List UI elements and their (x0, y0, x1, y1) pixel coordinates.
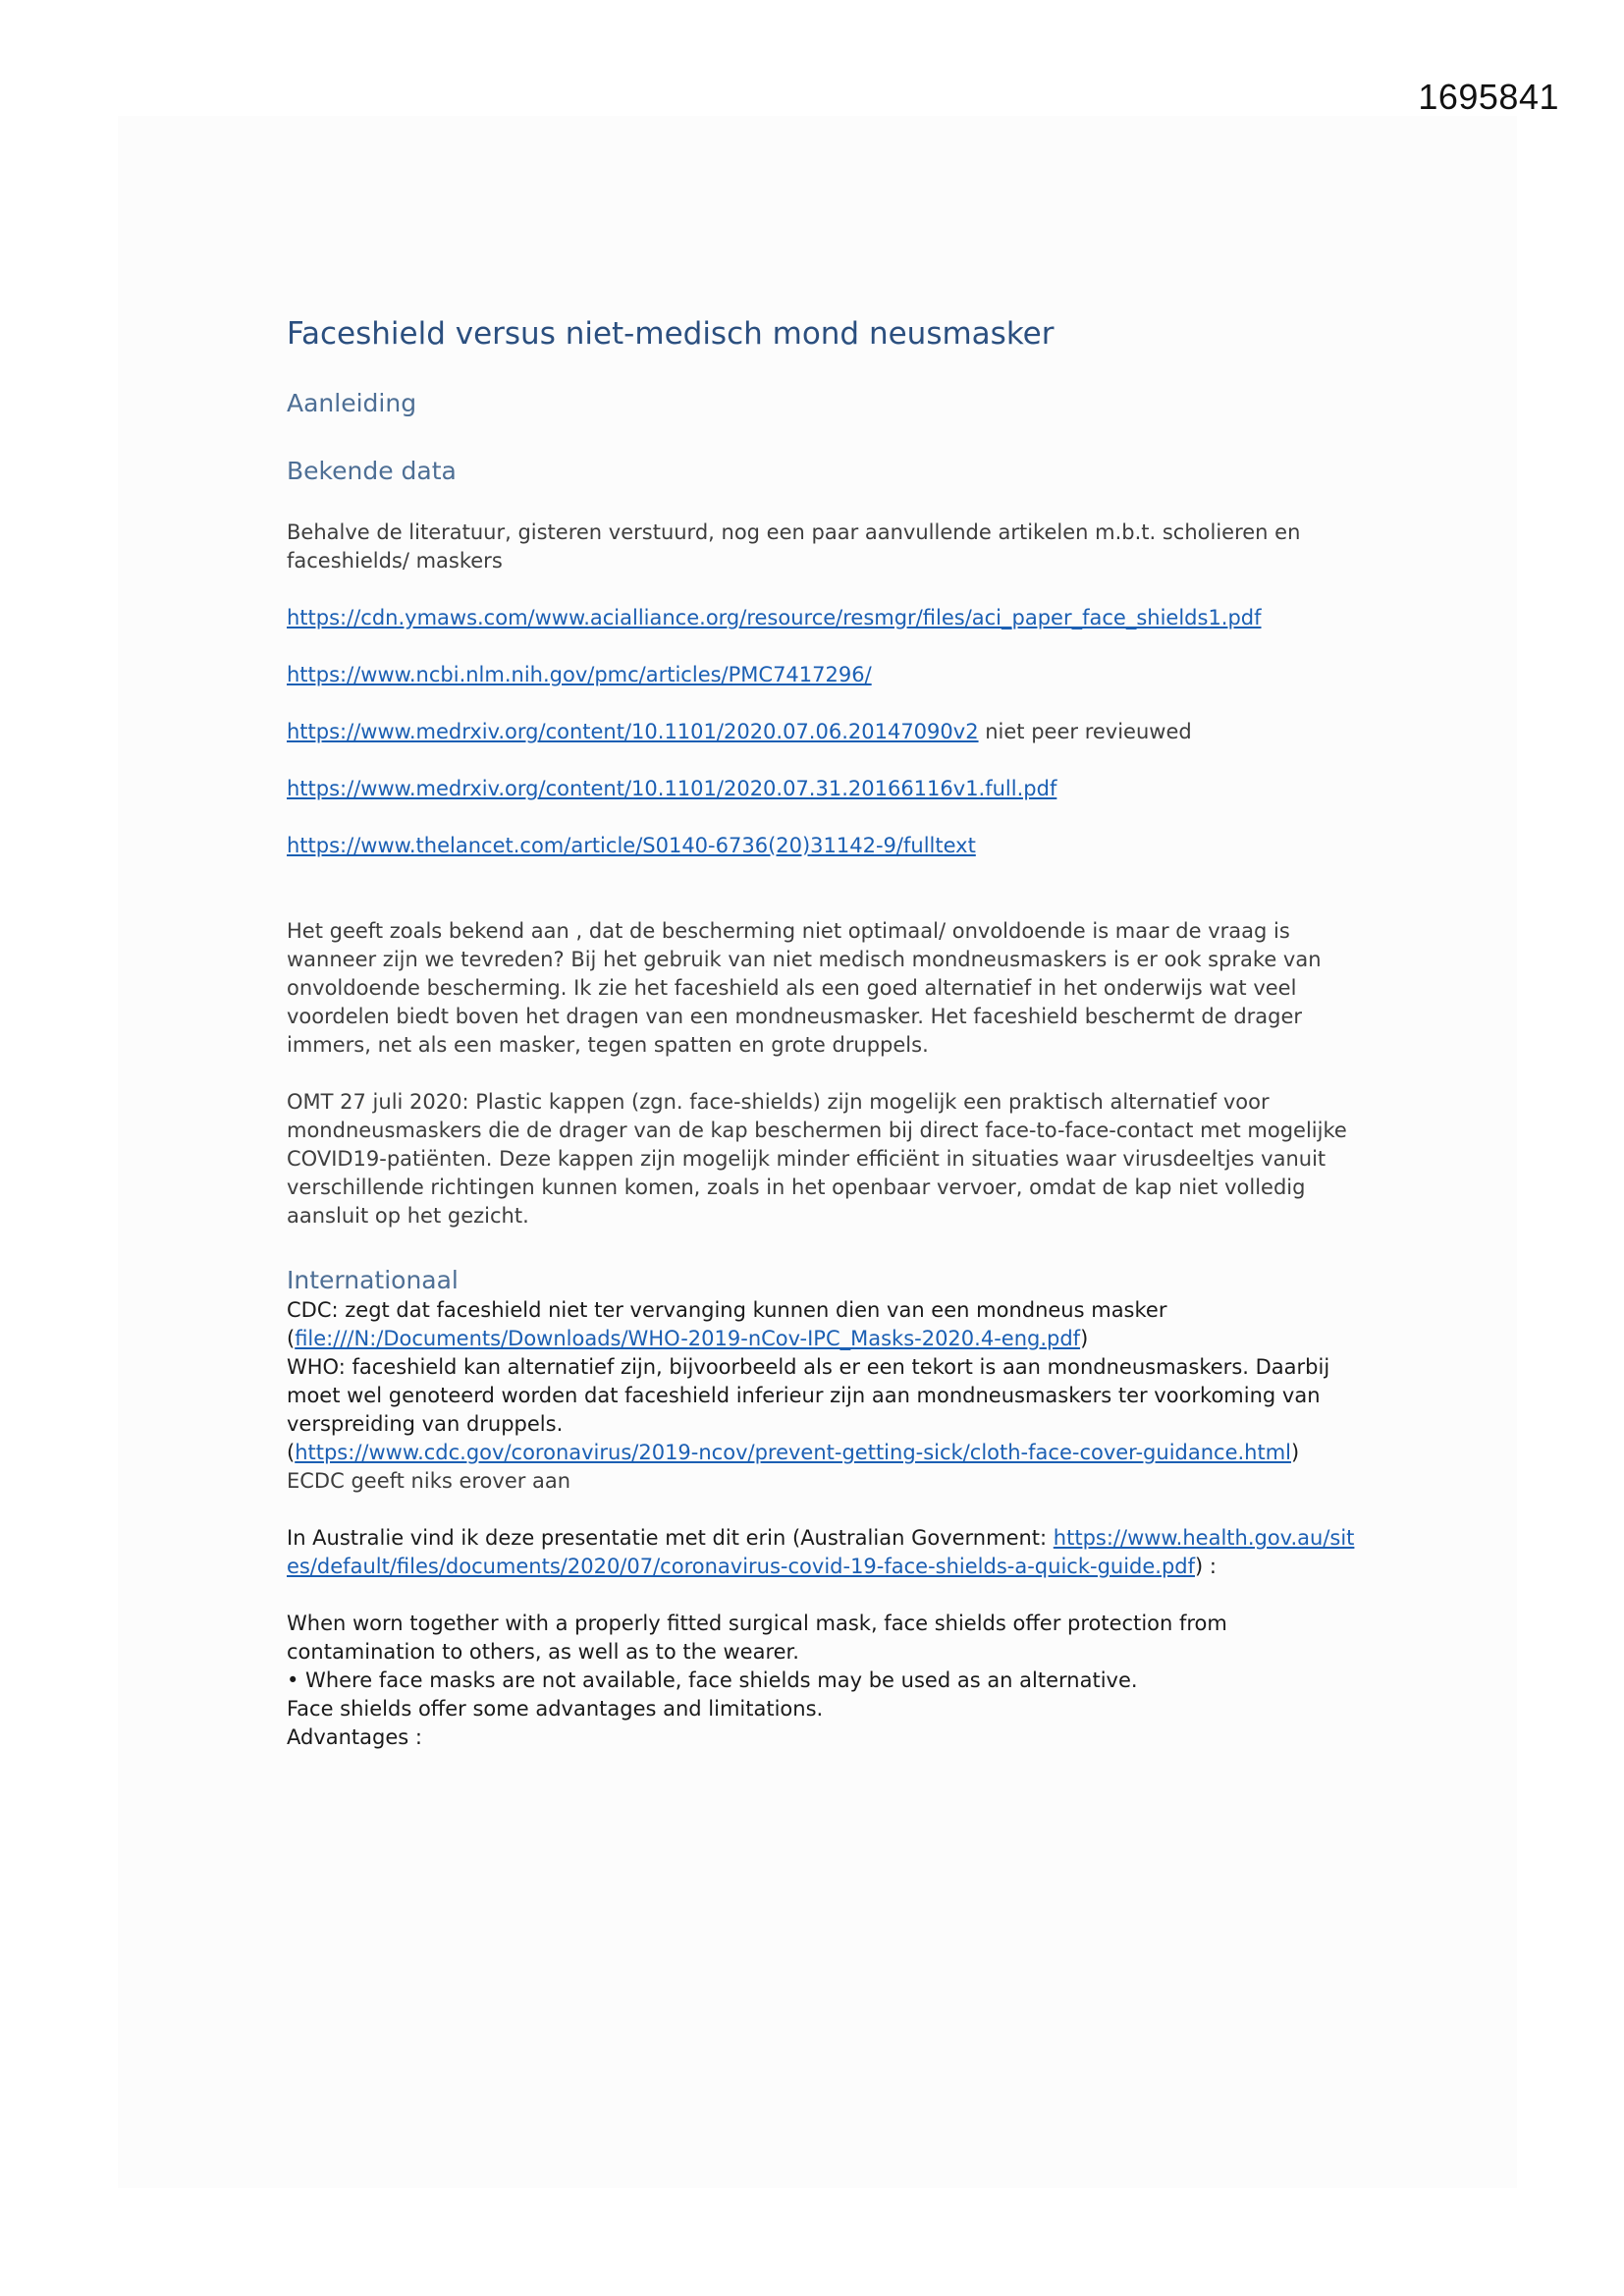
heading-bekende-data: Bekende data (287, 457, 457, 485)
heading-aanleiding: Aanleiding (287, 389, 417, 417)
heading-internationaal: Internationaal (287, 1266, 459, 1294)
reference-link-2-row (287, 661, 1367, 689)
english-line-protection: When worn together with a properly fitted surgical mask, face shields offer protection from contamination to others, as well as to the wearer. (287, 1612, 1227, 1664)
document-title: Faceshield versus niet-medisch mond neusmasker (287, 316, 1055, 352)
who-text: WHO: faceshield kan alternatief zijn, bijvoorbeeld als er een tekort is aan mondneusmaskers. Daarbij moet wel genoteerd worden dat faceshield inferieur zijn aan mondneusmaskers ter voorkoming van verspreiding van druppels. (287, 1355, 1330, 1436)
document-content (287, 316, 1367, 1780)
document-number: 1695841 (1418, 77, 1559, 117)
english-quote-paragraph (287, 1610, 1367, 1752)
reference-link-4-row (287, 775, 1367, 803)
english-line-advantages: Advantages : (287, 1725, 422, 1749)
english-bullet-alternative: • Where face masks are not available, face shields may be used as an alternative. (287, 1668, 1138, 1692)
reference-link-3-row (287, 718, 1367, 746)
who-link-row: (https://www.cdc.gov/coronavirus/2019-ncov/prevent-getting-sick/cloth-face-cover-guidance.html) (287, 1441, 1300, 1464)
australia-paragraph (287, 1524, 1367, 1581)
reference-link-1-row (287, 604, 1367, 632)
australia-suffix: ) : (1195, 1555, 1217, 1578)
reference-link-3[interactable]: https://www.medrxiv.org/content/10.1101/2020.07.06.20147090v2 (287, 720, 979, 743)
cdc-link-row: (file:///N:/Documents/Downloads/WHO-2019-nCov-IPC_Masks-2020.4-eng.pdf) (287, 1327, 1089, 1350)
reference-link-5[interactable]: https://www.thelancet.com/article/S0140-6736(20)31142-9/fulltext (287, 834, 976, 857)
australia-source-link[interactable]: https://www.health.gov.au/sites/default/files/documents/2020/07/coronavirus-covid-19-face-shields-a-quick-guide.pdf (287, 1526, 1355, 1578)
ecdc-text: ECDC geeft niks erover aan (287, 1469, 571, 1493)
english-line-advantages-limitations: Face shields offer some advantages and limitations. (287, 1697, 824, 1721)
reference-link-5-row (287, 832, 1367, 860)
who-source-link[interactable]: https://www.cdc.gov/coronavirus/2019-ncov/prevent-getting-sick/cloth-face-cover-guidance.html (295, 1441, 1292, 1464)
omt-paragraph: OMT 27 juli 2020: Plastic kappen (zgn. face-shields) zijn mogelijk een praktisch alternatief voor mondneusmaskers die de drager van de kap beschermen bij direct face-to-face-contact met mogelijke COVID19-patiënten. Deze kappen zijn mogelijk minder efficiënt in situaties waar virusdeeltjes vanuit verschillende richtingen kunnen komen, zoals in het openbaar vervoer, omdat de kap niet volledig aansluit op het gezicht. (287, 1090, 1347, 1228)
spacer (287, 889, 1367, 917)
cdc-source-link[interactable]: file:///N:/Documents/Downloads/WHO-2019-nCov-IPC_Masks-2020.4-eng.pdf (295, 1327, 1081, 1350)
reference-link-1[interactable]: https://cdn.ymaws.com/www.acialliance.org/resource/resmgr/files/aci_paper_face_shields1.pdf (287, 606, 1262, 629)
australia-intro: In Australie vind ik deze presentatie met dit erin (Australian Government: (287, 1526, 1048, 1550)
intro-paragraph: Behalve de literatuur, gisteren verstuurd, nog een paar aanvullende artikelen m.b.t. scholieren en faceshields/ maskers (287, 520, 1301, 573)
reference-link-3-note: niet peer revieuwed (978, 720, 1192, 743)
reference-link-2[interactable]: https://www.ncbi.nlm.nih.gov/pmc/articles/PMC7417296/ (287, 663, 872, 686)
faceshield-opinion-paragraph: Het geeft zoals bekend aan , dat de bescherming niet optimaal/ onvoldoende is maar de vraag is wanneer zijn we tevreden? Bij het gebruik van niet medisch mondneusmaskers is er ook sprake van onvoldoende bescherming. Ik zie het faceshield als een goed alternatief in het onderwijs wat veel voordelen biedt boven het dragen van een mondneusmasker. Het faceshield beschermt de drager immers, net als een masker, tegen spatten en grote druppels. (287, 919, 1322, 1057)
international-paragraph (287, 1296, 1367, 1496)
cdc-text: CDC: zegt dat faceshield niet ter vervanging kunnen dien van een mondneus masker (287, 1298, 1167, 1322)
reference-link-4[interactable]: https://www.medrxiv.org/content/10.1101/2020.07.31.20166116v1.full.pdf (287, 777, 1057, 800)
